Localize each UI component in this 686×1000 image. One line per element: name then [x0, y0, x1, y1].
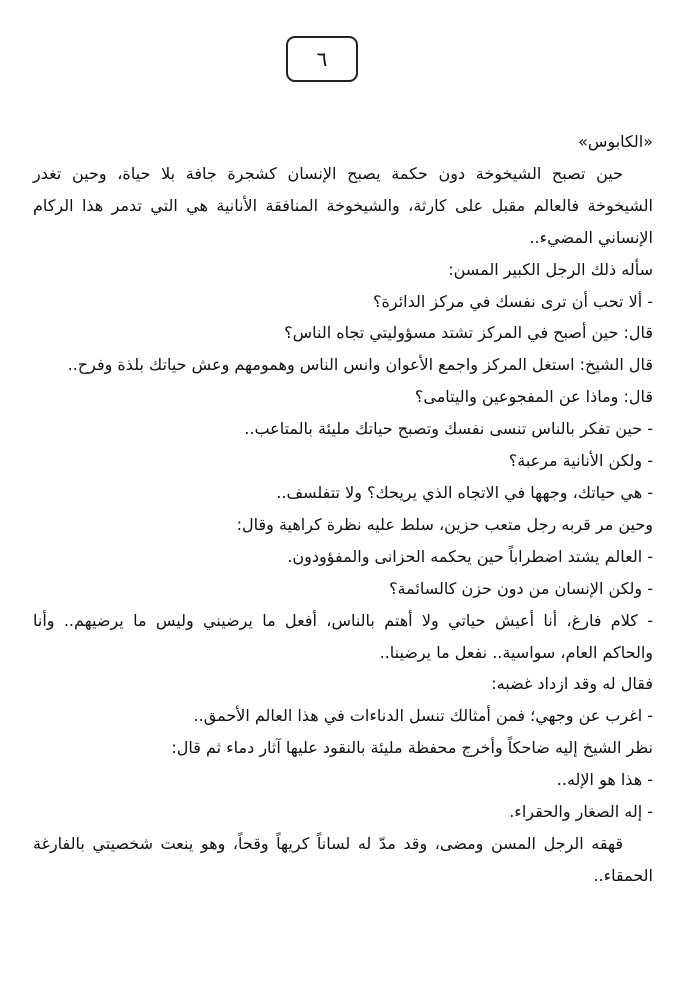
text-line: قهقه الرجل المسن ومضى، وقد مدّ له لساناً كريهاً وقحاً، وهو ينعت شخصيتي بالفارغة — [33, 833, 623, 853]
text-line: قال الشيخ: استغل المركز واجمع الأعوان وانس الناس وهمومهم وعش حياتك بلذة وفرح.. — [67, 355, 653, 375]
text-line: - حين تفكر بالناس تنسى نفسك وتصبح حياتك مليئة بالمتاعب.. — [244, 419, 653, 439]
text-line: قال: حين أصبح في المركز تشتد مسؤوليتي تجاه الناس؟ — [284, 323, 653, 343]
text-line: - ألا تحب أن ترى نفسك في مركز الدائرة؟ — [373, 291, 653, 311]
text-line: قال: وماذا عن المفجوعين واليتامى؟ — [414, 387, 653, 407]
text-line: - اغرب عن وجهي؛ فمن أمثالك تنسل الدناءات في هذا العالم الأحمق.. — [193, 706, 653, 726]
page-number-box — [286, 36, 358, 82]
text-line: - هذا هو الإله.. — [556, 770, 653, 790]
text-line: نظر الشيخ إليه ضاحكاً وأخرج محفظة مليئة بالنقود عليها آثار دماء ثم قال: — [171, 738, 653, 758]
text-line: الحمقاء.. — [593, 865, 653, 885]
text-line: والحاكم العام، سواسية.. نفعل ما يرضينا.. — [379, 642, 653, 662]
text-line: - ولكن الأنانية مرعبة؟ — [508, 451, 653, 471]
text-line: فقال له وقد ازداد غضبه: — [491, 674, 653, 694]
page-number: ٦ — [316, 47, 328, 71]
story-title: «الكابوس» — [578, 132, 653, 151]
text-line: - ولكن الإنسان من دون حزن كالسائمة؟ — [389, 578, 653, 598]
text-line: - العالم يشتد اضطراباً حين يحكمه الحزانى والمفؤودون. — [287, 546, 653, 566]
text-line: - كلام فارغ، أنا أعيش حياتي ولا أهتم بالناس، أفعل ما يرضيني وليس ما يرضيهم.. وأنا — [33, 610, 653, 630]
text-line: الإنساني المضيء.. — [529, 227, 653, 247]
text-line: - هي حياتك، وجهها في الاتجاه الذي يريحك؟ ولا تتفلسف.. — [276, 482, 653, 502]
story-text — [33, 126, 653, 892]
text-line: الشيخوخة فالعالم مقبل على كارثة، والشيخوخة المنافقة الأنانية هي التي تدمر هذا الركام — [33, 195, 653, 215]
text-line: سأله ذلك الرجل الكبير المسن: — [448, 259, 653, 279]
text-line: حين تصبح الشيخوخة دون حكمة يصبح الإنسان كشجرة جافة بلا حياة، وحين تغدر — [33, 163, 623, 183]
text-line: وحين مر قربه رجل متعب حزين، سلط عليه نظرة كراهية وقال: — [236, 514, 653, 534]
text-line: - إله الصغار والحقراء. — [509, 802, 653, 822]
